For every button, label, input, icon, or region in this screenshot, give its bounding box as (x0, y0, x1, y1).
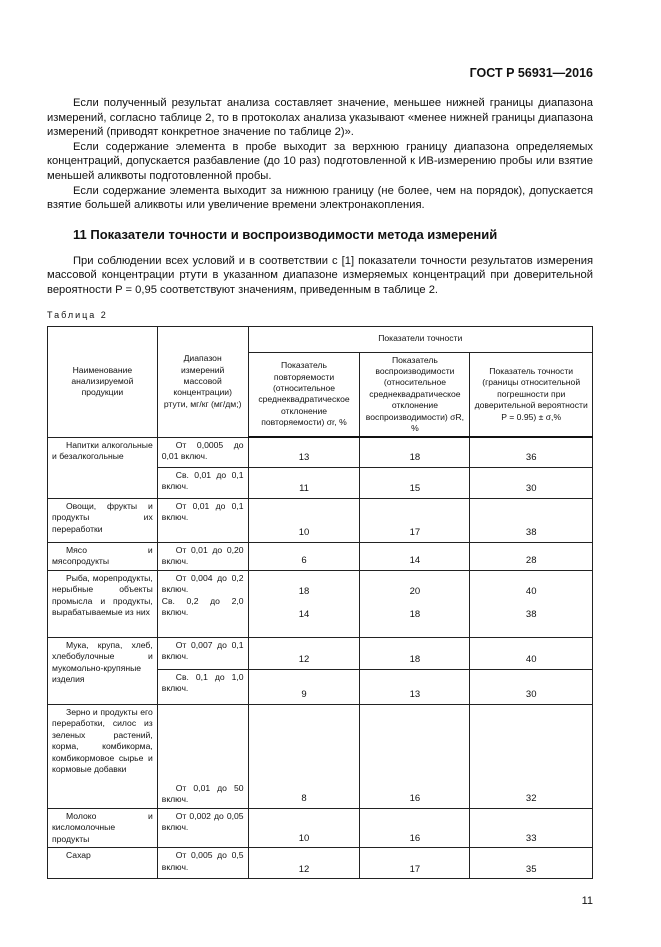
range-cell: От 0,004 до 0,2 включ. Св. 0,2 до 2,0 включ. (157, 570, 248, 637)
value-cell: 30 (470, 669, 593, 704)
section-title: 11 Показатели точности и воспроизводимости метода измерений (73, 226, 498, 242)
paragraph (47, 96, 593, 140)
value-cell: 36 (470, 437, 593, 467)
value-cell: 35 (470, 848, 593, 879)
value-cell: 14 (360, 542, 470, 570)
accuracy-table (47, 326, 593, 880)
value-cell: 13 (248, 437, 360, 467)
value-cell: 33 (470, 808, 593, 847)
header-repeatability: Показатель повторяемости (относительное среднеквадратическое отклонение повторяемости) σr, % (248, 352, 360, 437)
value-cell: 20 18 (360, 570, 470, 637)
value-cell: 32 (470, 704, 593, 808)
table-row (48, 498, 593, 542)
value-cell: 12 (248, 637, 360, 669)
value-cell: 10 (248, 498, 360, 542)
range-cell: Св. 0,01 до 0,1 включ. (157, 467, 248, 498)
value-cell: 10 (248, 808, 360, 847)
product-name: Молоко и кисломолочные продукты (48, 808, 158, 847)
product-name: Зерно и продукты его переработки, силос из зеленых растений, корма, комбикорма, комбикормовое сырье и кормовые добавки (48, 704, 158, 808)
value-cell: 40 (470, 637, 593, 669)
paragraph (47, 140, 593, 184)
header-name: Наименование анализируемой продукции (48, 326, 158, 437)
value-cell: 12 (248, 848, 360, 879)
header-range: Диапазон измерений массовой концентрации) ртути, мг/кг (мг/дм;) (157, 326, 248, 437)
value-cell: 28 (470, 542, 593, 570)
value-cell: 6 (248, 542, 360, 570)
value-cell: 18 (360, 637, 470, 669)
header-group: Показатели точности (248, 326, 592, 352)
paragraph (47, 184, 593, 213)
paragraph-text: Если содержание элемента выходит за нижнюю границу (не более, чем на порядок), допускается взятие большей аликвоты или увеличение времени электронакопления. (47, 184, 593, 212)
product-name: Напитки алкогольные и безалкогольные (48, 437, 158, 498)
range-cell: Св. 0,1 до 1,0 включ. (157, 669, 248, 704)
value-cell: 11 (248, 467, 360, 498)
range-cell: От 0,01 до 0,1 включ. (157, 498, 248, 542)
table-row (48, 848, 593, 879)
value-cell: 13 (360, 669, 470, 704)
page-number: 11 (581, 895, 593, 908)
value-cell: 16 (360, 704, 470, 808)
table-row (48, 808, 593, 847)
range-cell: От 0,007 до 0,1 включ. (157, 637, 248, 669)
value-cell: 17 (360, 848, 470, 879)
paragraph-text: При соблюдении всех условий и в соответствии с [1] показатели точности результатов измерения массовой концентрации ртути в указанном диапазоне измеряемых концентраций при доверительной вероятности P = 0,95 соответствуют значениям, приведенным в таблице 2. (47, 254, 593, 296)
value-cell: 18 (360, 437, 470, 467)
range-cell: От 0,0005 до 0,01 включ. (157, 437, 248, 467)
table-row (48, 637, 593, 669)
range-cell: От 0,005 до 0,5 включ. (157, 848, 248, 879)
value-cell: 8 (248, 704, 360, 808)
value-cell: 38 (470, 498, 593, 542)
table-row (48, 704, 593, 808)
value-cell: 17 (360, 498, 470, 542)
table-row (48, 570, 593, 637)
value-cell: 40 38 (470, 570, 593, 637)
product-name: Рыба, морепродукты, нерыбные объекты промысла и продукты, вырабатываемые из них (48, 570, 158, 637)
paragraph-text: Если содержание элемента в пробе выходит за верхнюю границу диапазона определяемых концентраций, допускается разбавление (до 10 раз) подготовленной к ИВ-измерению пробы или взятие меньшей аликвоты подготовленной пробы. (47, 140, 593, 182)
product-name: Мука, крупа, хлеб, хлебобулочные и мукомольно-крупяные изделия (48, 637, 158, 704)
range-cell: От 0,01 до 50 включ. (157, 704, 248, 808)
product-name: Сахар (48, 848, 158, 879)
document-code: ГОСТ Р 56931—2016 (469, 66, 593, 80)
header-reproducibility: Показатель воспроизводимости (относительное среднеквадратическое отклонение воспроизводимости) σR, % (360, 352, 470, 437)
table-row (48, 542, 593, 570)
value-cell: 15 (360, 467, 470, 498)
paragraph (47, 254, 593, 298)
table-caption: Таблица 2 (47, 309, 108, 320)
range-cell: От 0,01 до 0,20 включ. (157, 542, 248, 570)
header-accuracy: Показатель точности (границы относительной погрешности при доверительной вероятности P = 0.95) ± σ,% (470, 352, 593, 437)
product-name: Овощи, фрукты и продукты их переработки (48, 498, 158, 542)
paragraph-text: Если полученный результат анализа составляет значение, меньшее нижней границы диапазона измерений, согласно таблице 2, то в протоколах анализа указывают «менее нижней границы диапазона измерений (приводят конкретное значение по таблице 2)». (47, 97, 593, 139)
value-cell: 30 (470, 467, 593, 498)
value-cell: 18 14 (248, 570, 360, 637)
value-cell: 16 (360, 808, 470, 847)
value-cell: 9 (248, 669, 360, 704)
product-name: Мясо и мясопродукты (48, 542, 158, 570)
table-row (48, 437, 593, 467)
range-cell: От 0,002 до 0,05 включ. (157, 808, 248, 847)
